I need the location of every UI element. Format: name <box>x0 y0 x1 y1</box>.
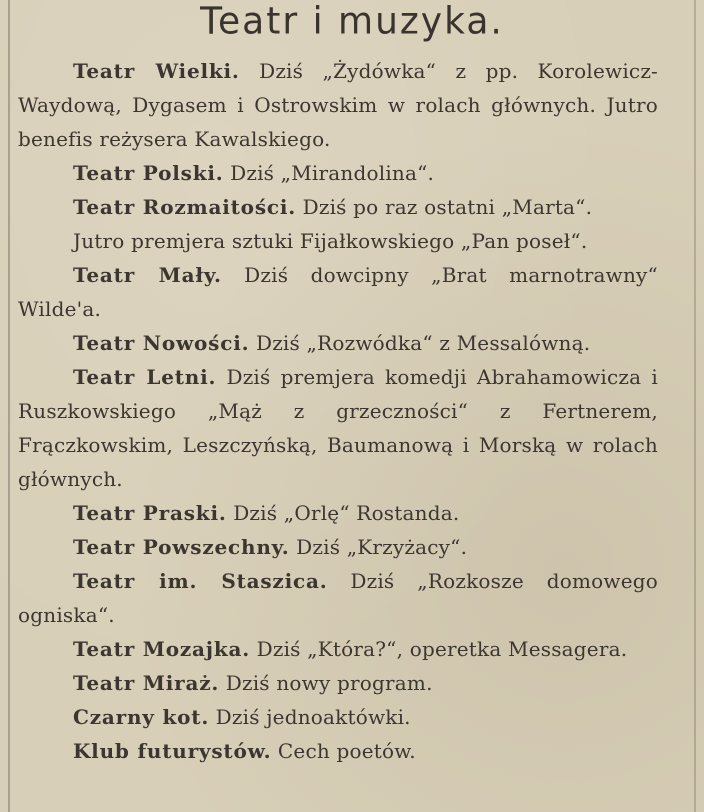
entry-text: Dziś jednoaktówki. <box>215 705 411 729</box>
entry-text: Dziś „Rozkosze domowego ogniska“. <box>18 569 658 627</box>
entry-teatr-rozmaitosci <box>18 190 658 224</box>
column-rule-right <box>694 0 696 812</box>
venue-name: Klub futurystów. <box>73 739 272 763</box>
entry-teatr-miraz <box>18 666 658 700</box>
column-rule-left <box>8 0 10 812</box>
venue-name: Teatr Wielki. <box>73 59 240 83</box>
entry-text: Dziś „Która?“, operetka Messagera. <box>256 637 628 661</box>
article-body <box>18 54 658 768</box>
entry-teatr-powszechny <box>18 530 658 564</box>
entry-text: Dziś „Orlę“ Rostanda. <box>233 501 460 525</box>
venue-name: Teatr Nowości. <box>73 331 250 355</box>
entry-teatr-polski <box>18 156 658 190</box>
entry-text: Dziś po raz ostatni „Marta“. <box>302 195 593 219</box>
venue-name: Teatr Rozmaitości. <box>73 195 297 219</box>
entry-text: Dziś dowcipny „Brat marnotrawny“ Wilde'a. <box>18 263 658 321</box>
venue-name: Teatr Mozajka. <box>73 637 251 661</box>
entry-teatr-maly <box>18 258 658 326</box>
entry-text: Jutro premjera sztuki Fijałkowskiego „Pan poseł“. <box>73 229 588 253</box>
entry-text: Dziś „Mirandolina“. <box>230 161 435 185</box>
entry-text: Dziś „Krzyżacy“. <box>296 535 468 559</box>
section-heading: Teatr i muzyka. <box>200 0 504 43</box>
entry-teatr-letni <box>18 360 658 496</box>
venue-name: Teatr Miraż. <box>73 671 220 695</box>
entry-text: Dziś premjera komedji Abrahamowicza i Ruszkowskiego „Mąż z grzeczności“ z Fertnerem, Frączkowskim, Leszczyńską, Baumanową i Morską w rolach głównych. <box>18 365 658 491</box>
entry-text: Dziś „Rozwódka“ z Messalówną. <box>255 331 591 355</box>
venue-name: Teatr Mały. <box>73 263 222 287</box>
entry-teatr-staszica <box>18 564 658 632</box>
venue-name: Teatr Letni. <box>73 365 217 389</box>
venue-name: Teatr Polski. <box>73 161 224 185</box>
entry-teatr-nowosci <box>18 326 658 360</box>
entry-text: Cech poetów. <box>277 739 416 763</box>
venue-name: Czarny kot. <box>73 705 210 729</box>
venue-name: Teatr Powszechny. <box>73 535 290 559</box>
entry-klub-futurystow <box>18 734 658 768</box>
entry-teatr-wielki <box>18 54 658 156</box>
entry-czarny-kot <box>18 700 658 734</box>
entry-teatr-praski <box>18 496 658 530</box>
entry-text: Dziś nowy program. <box>225 671 433 695</box>
entry-text: Dziś „Żydówka“ z pp. Korolewicz-Waydową, Dygasem i Ostrowskim w rolach głównych. Jutro benefis reżysera Kawalskiego. <box>18 59 659 151</box>
entry-teatr-mozajka <box>18 632 658 666</box>
venue-name: Teatr Praski. <box>73 501 227 525</box>
venue-name: Teatr im. Staszica. <box>73 569 328 593</box>
entry-rozmaitosci-continuation <box>18 224 658 258</box>
